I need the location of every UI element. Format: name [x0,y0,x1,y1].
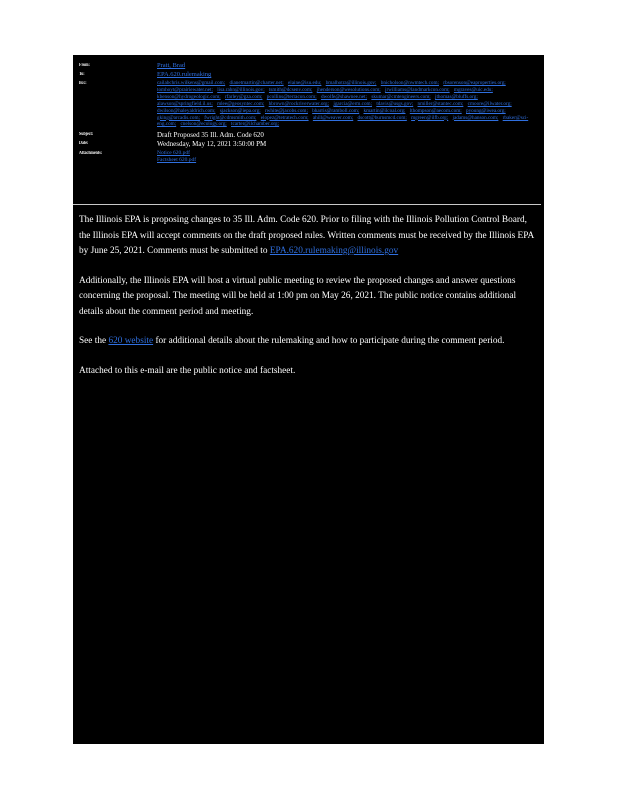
bcc-address[interactable]: dscott@burnsmcd.com; [357,114,407,121]
bcc-address[interactable]: jthomas@bluffs.org; [435,93,478,100]
attachment-link[interactable]: Notice 620.pdf [157,150,190,157]
subject-value: Draft Proposed 35 Ill. Adm. Code 620 [157,131,264,140]
body-paragraph: Additionally, the Illinois EPA will host a virtual public meeting to review the proposed changes and answer questions concerning the proposal. The meeting will be held at 1:00 pm on May 26, 2021. The public notice contains additional details about the comment period and meeting. [79,275,517,317]
date-row [79,140,538,149]
website-link[interactable]: 620 website [108,336,154,346]
email-body [79,213,534,393]
bcc-address[interactable]: rfarley@gza.com; [225,93,263,100]
bcc-address[interactable]: dwolfe@shawnee.net; [320,93,368,100]
bcc-address[interactable]: cailabchris.wilkens@gmail.com; [157,80,226,86]
bcc-address[interactable]: tdavis@usgs.gov; [376,100,414,107]
bcc-address[interactable]: fwright@cdmsmith.com; [204,114,257,121]
bcc-address[interactable]: bnicholson@nwmtech.com; [380,80,439,86]
body-paragraph: Attached to this e-mail are the public notice and factsheet. [79,365,296,376]
bcc-address[interactable]: hbrown@rockriverwater.org; [268,100,330,107]
to-label: To: [79,72,85,77]
bcc-address[interactable]: dwilson@haleyaldrich.com; [157,107,216,114]
date-label: Date: [79,141,89,147]
bcc-address[interactable]: nmiller@stantec.com; [417,100,464,107]
attachments-row [79,150,538,164]
bcc-row [79,80,538,128]
bcc-address[interactable]: skumar@cmtengineers.com; [371,93,431,100]
body-paragraph [79,334,534,350]
bcc-address[interactable]: cmoore@ilwater.org; [467,100,512,107]
bcc-address[interactable]: jgarcia@erm.com; [333,100,373,107]
header-divider [73,204,541,205]
bcc-address[interactable]: elopez@tetratech.com; [260,114,309,121]
paragraph-text: for additional details about the rulemaking and how to participate during the comment period. [155,336,505,346]
bcc-address[interactable]: tomhoyt@prairiewater.net; [157,86,213,93]
bcc-address[interactable]: lisa.rahn@illinois.gov; [217,86,265,93]
bcc-address[interactable]: lthompson@aecom.com; [409,107,462,114]
bcc-address[interactable]: cnelson@ecology.org; [180,121,227,128]
bcc-address[interactable]: ahill@weaver.com; [312,114,354,121]
bcc-address[interactable]: bmalhotra@illinois.gov; [325,80,377,86]
bcc-address[interactable]: kbenson@hydrogeologic.com; [157,93,221,100]
body-paragraph [79,213,534,260]
attachments-list [157,150,538,164]
bcc-address[interactable]: rbaker@sci-eng.com; [157,114,529,128]
bcc-address[interactable]: mgreen@ilfb.org; [411,114,449,121]
bcc-address[interactable]: bharris@ramboll.com; [312,107,360,114]
from-row [79,62,538,69]
bcc-address[interactable]: dianetmartin@charter.net; [229,80,284,86]
subject-row [79,131,538,140]
bcc-address[interactable]: rbsorenson@eaproperties.org; [443,80,506,86]
bcc-address[interactable]: mgraves@uic.edu; [453,86,493,93]
paragraph-text: The Illinois EPA is proposing changes to 35 Ill. Adm. Code 620. Prior to filing with the Illinois Pollution Control Board, the Illinois EPA will accept comments on the draft proposed rules. Written comments must be received by the Illinois EPA by June 25, 2021. Comments must be submitted to [79,215,534,256]
subject-label: Subject: [79,132,94,138]
paragraph-text: See the [79,336,107,346]
attachment-link[interactable]: Factsheet 620.pdf [157,157,197,164]
from-value[interactable]: Pratt, Brad [157,62,186,69]
bcc-address[interactable]: tcarter@ilchamber.org; [231,121,280,128]
bcc-address[interactable]: pcollins@terracon.com; [266,93,317,100]
bcc-list [157,80,538,128]
email-header [79,62,538,164]
date-value: Wednesday, May 12, 2021 3:50:00 PM [157,140,267,149]
bcc-address[interactable]: jhenderson@wesolutions.com; [316,86,381,93]
bcc-address[interactable]: rwhite@jacobs.com; [264,107,308,114]
bcc-address[interactable]: pyoung@iwea.org; [465,107,506,114]
from-label: From: [79,63,90,68]
email-document [73,55,544,744]
bcc-label: Bcc: [79,81,87,86]
bcc-address[interactable]: tsmith@dcsenv.com; [268,86,313,93]
to-value[interactable]: EPA.620.rulemaking [157,71,212,78]
rulemaking-email-link[interactable]: EPA.620.rulemaking@illinois.gov [269,246,399,256]
to-row [79,71,538,78]
bcc-address[interactable]: alawson@springfield.il.us; [157,100,213,107]
bcc-address[interactable]: elaine@isu.edu; [287,80,322,86]
bcc-address[interactable]: mlee@geosyntec.com; [217,100,265,107]
bcc-address[interactable]: gking@arcadis.com; [157,114,200,121]
bcc-address[interactable]: jrwilliams@landmarkcon.com; [385,86,450,93]
bcc-address[interactable]: kmartin@ilcoal.org; [363,107,406,114]
bcc-address[interactable]: jadams@hanson.com; [452,114,499,121]
attachments-label: Attachments: [79,151,103,157]
bcc-address[interactable]: sjackson@iepa.org; [219,107,261,114]
